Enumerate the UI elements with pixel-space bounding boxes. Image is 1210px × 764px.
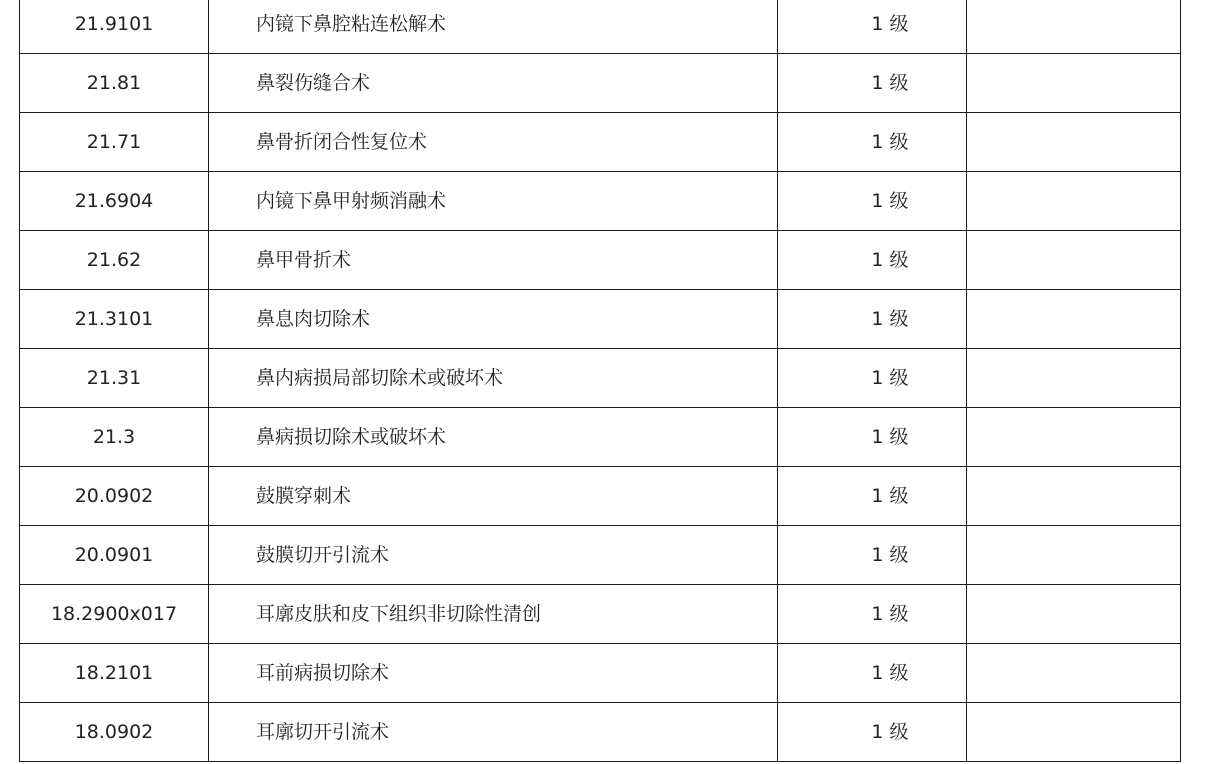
procedure-level-cell: 1 级	[778, 703, 967, 762]
procedure-level-cell: 1 级	[778, 231, 967, 290]
table-row	[20, 0, 1181, 54]
table-row	[20, 526, 1181, 585]
note-cell	[967, 408, 1181, 467]
procedure-level-cell: 1 级	[778, 644, 967, 703]
note-cell	[967, 113, 1181, 172]
procedure-code-cell: 18.2101	[20, 644, 209, 703]
procedure-level-cell: 1 级	[778, 585, 967, 644]
procedure-name-cell: 内镜下鼻腔粘连松解术	[209, 0, 778, 54]
procedure-name-cell: 鼓膜切开引流术	[209, 526, 778, 585]
procedure-code-cell: 20.0901	[20, 526, 209, 585]
procedure-name-cell: 耳前病损切除术	[209, 644, 778, 703]
note-cell	[967, 585, 1181, 644]
procedure-level-cell: 1 级	[778, 172, 967, 231]
procedure-code-cell: 21.81	[20, 54, 209, 113]
table-row	[20, 349, 1181, 408]
procedure-level-cell: 1 级	[778, 408, 967, 467]
procedure-level-cell: 1 级	[778, 349, 967, 408]
table-row	[20, 467, 1181, 526]
procedure-code-cell: 21.62	[20, 231, 209, 290]
table-row	[20, 703, 1181, 762]
procedure-table	[19, 0, 1181, 762]
procedure-name-cell: 鼻甲骨折术	[209, 231, 778, 290]
procedure-name-cell: 内镜下鼻甲射频消融术	[209, 172, 778, 231]
procedure-name-cell: 鼻裂伤缝合术	[209, 54, 778, 113]
procedure-name-cell: 鼻病损切除术或破坏术	[209, 408, 778, 467]
procedure-level-cell: 1 级	[778, 54, 967, 113]
table-row	[20, 408, 1181, 467]
procedure-name-cell: 鼻内病损局部切除术或破坏术	[209, 349, 778, 408]
table-row	[20, 172, 1181, 231]
procedure-level-cell: 1 级	[778, 526, 967, 585]
procedure-code-cell: 18.2900x017	[20, 585, 209, 644]
table-row	[20, 585, 1181, 644]
note-cell	[967, 349, 1181, 408]
note-cell	[967, 644, 1181, 703]
note-cell	[967, 0, 1181, 54]
procedure-level-cell: 1 级	[778, 467, 967, 526]
procedure-level-cell: 1 级	[778, 113, 967, 172]
table-row	[20, 113, 1181, 172]
table-row	[20, 290, 1181, 349]
note-cell	[967, 54, 1181, 113]
procedure-code-cell: 21.6904	[20, 172, 209, 231]
procedure-code-cell: 20.0902	[20, 467, 209, 526]
note-cell	[967, 467, 1181, 526]
note-cell	[967, 703, 1181, 762]
procedure-name-cell: 鼻骨折闭合性复位术	[209, 113, 778, 172]
procedure-name-cell: 耳廓皮肤和皮下组织非切除性清创	[209, 585, 778, 644]
procedure-code-cell: 21.71	[20, 113, 209, 172]
procedure-code-cell: 21.3	[20, 408, 209, 467]
procedure-code-cell: 21.3101	[20, 290, 209, 349]
procedure-name-cell: 耳廓切开引流术	[209, 703, 778, 762]
note-cell	[967, 172, 1181, 231]
table-row	[20, 231, 1181, 290]
procedure-code-cell: 21.9101	[20, 0, 209, 54]
table-row	[20, 644, 1181, 703]
procedure-code-cell: 18.0902	[20, 703, 209, 762]
procedure-code-cell: 21.31	[20, 349, 209, 408]
procedure-level-cell: 1 级	[778, 0, 967, 54]
procedure-level-cell: 1 级	[778, 290, 967, 349]
note-cell	[967, 526, 1181, 585]
procedure-name-cell: 鼻息肉切除术	[209, 290, 778, 349]
procedure-name-cell: 鼓膜穿刺术	[209, 467, 778, 526]
note-cell	[967, 290, 1181, 349]
table-row	[20, 54, 1181, 113]
note-cell	[967, 231, 1181, 290]
